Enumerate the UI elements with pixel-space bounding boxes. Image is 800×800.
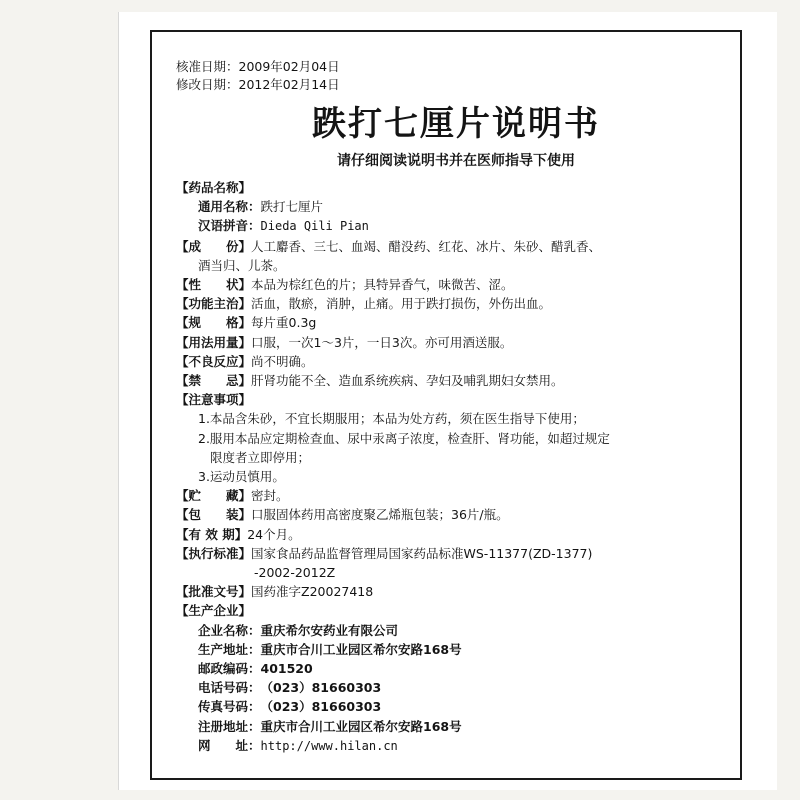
dosage-value: 口服，一次1～3片，一日3次。亦可用酒送服。 xyxy=(251,334,513,350)
fax-row xyxy=(176,697,736,716)
revision-date: 修改日期：2012年02月14日 xyxy=(176,77,340,92)
validity-row xyxy=(176,525,736,544)
precaution-item-2: 2.服用本品应定期检查血、尿中汞离子浓度，检查肝、肾功能，如超过规定 xyxy=(198,430,610,446)
section-manufacturer: 【生产企业】 xyxy=(176,603,252,619)
indications-row xyxy=(176,294,736,313)
company-name-label: 企业名称： xyxy=(198,622,261,638)
fax-label: 传真号码： xyxy=(198,699,261,715)
validity-value: 24个月。 xyxy=(247,526,301,542)
postcode-label: 邮政编码： xyxy=(198,661,261,677)
adverse-value: 尚不明确。 xyxy=(251,353,314,369)
section-specification: 【规 格】 xyxy=(176,315,252,331)
document-subtitle: 请仔细阅读说明书并在医师指导下使用 xyxy=(337,153,575,169)
section-storage: 【贮 藏】 xyxy=(176,488,252,504)
storage-row xyxy=(176,486,736,505)
approval-row xyxy=(176,582,736,601)
document-title: 跌打七厘片说明书 xyxy=(312,104,600,144)
composition-line-1: 人工麝香、三七、血竭、醋没药、红花、冰片、朱砂、醋乳香、 xyxy=(251,238,602,254)
generic-name-value: 跌打七厘片 xyxy=(260,199,324,215)
precaution-item-3: 3.运动员慎用。 xyxy=(198,469,285,485)
generic-name-row xyxy=(176,197,736,216)
precaution-item-1: 1.本品含朱砂，不宜长期服用；本品为处方药，须在医生指导下使用； xyxy=(198,411,585,427)
registered-address-value: 重庆市合川工业园区希尔安路168号 xyxy=(260,718,462,734)
section-approval-number: 【批准文号】 xyxy=(176,584,252,600)
section-package: 【包 装】 xyxy=(176,507,252,523)
postcode-value: 401520 xyxy=(260,661,313,677)
fax-value: （023）81660303 xyxy=(260,699,382,715)
leaflet-content xyxy=(176,58,736,756)
composition-row xyxy=(176,237,736,256)
composition-line-2: 酒当归、儿茶。 xyxy=(198,257,286,273)
website-link[interactable]: http://www.hilan.cn xyxy=(260,738,398,753)
section-dosage: 【用法用量】 xyxy=(176,334,252,350)
storage-value: 密封。 xyxy=(251,488,289,504)
section-composition: 【成 份】 xyxy=(176,238,252,254)
specification-value: 每片重0.3g xyxy=(251,315,317,331)
phone-value: （023）81660303 xyxy=(260,680,382,696)
section-indications: 【功能主治】 xyxy=(176,296,252,312)
section-drug-name: 【药品名称】 xyxy=(176,180,252,195)
phone-row xyxy=(176,678,736,697)
section-validity: 【有 效 期】 xyxy=(176,526,248,542)
precaution-item-2-cont: 限度者立即停用； xyxy=(210,449,311,465)
postcode-row xyxy=(176,659,736,678)
package-value: 口服固体药用高密度聚乙烯瓶包装；36片/瓶。 xyxy=(251,507,509,523)
pinyin-value: Dieda Qili Pian xyxy=(260,219,369,234)
production-address-value: 重庆市合川工业园区希尔安路168号 xyxy=(260,641,462,657)
website-label: 网 址： xyxy=(198,737,261,753)
standard-line-1: 国家食品药品监督管理局国家药品标准WS-11377(ZD-1377) xyxy=(251,545,593,561)
company-name-value: 重庆希尔安药业有限公司 xyxy=(260,622,399,638)
adverse-row xyxy=(176,352,736,371)
website-row xyxy=(176,736,736,756)
section-adverse-reactions: 【不良反应】 xyxy=(176,353,252,369)
dosage-row xyxy=(176,333,736,352)
package-row xyxy=(176,505,736,524)
character-value: 本品为棕红色的片；具特异香气，味微苦、涩。 xyxy=(251,277,514,293)
production-address-label: 生产地址： xyxy=(198,641,261,657)
pinyin-row xyxy=(176,216,736,236)
specification-row xyxy=(176,313,736,332)
section-contraindications: 【禁 忌】 xyxy=(176,373,252,389)
section-standard: 【执行标准】 xyxy=(176,545,252,561)
section-precautions: 【注意事项】 xyxy=(176,392,252,408)
indications-value: 活血，散瘀，消肿，止痛。用于跌打损伤，外伤出血。 xyxy=(251,296,552,312)
pinyin-label: 汉语拼音： xyxy=(198,218,261,234)
approval-value: 国药准字Z20027418 xyxy=(251,584,374,600)
section-character: 【性 状】 xyxy=(176,277,252,293)
approval-date: 核准日期：2009年02月04日 xyxy=(176,59,340,74)
standard-line-2: -2002-2012Z xyxy=(254,565,336,581)
contraindications-row xyxy=(176,371,736,390)
character-row xyxy=(176,275,736,294)
production-address-row xyxy=(176,640,736,659)
generic-name-label: 通用名称： xyxy=(198,199,261,215)
registered-address-row xyxy=(176,717,736,736)
registered-address-label: 注册地址： xyxy=(198,718,261,734)
company-name-row xyxy=(176,621,736,640)
phone-label: 电话号码： xyxy=(198,680,261,696)
standard-row xyxy=(176,544,736,563)
contraindications-value: 肝肾功能不全、造血系统疾病、孕妇及哺乳期妇女禁用。 xyxy=(251,373,564,389)
